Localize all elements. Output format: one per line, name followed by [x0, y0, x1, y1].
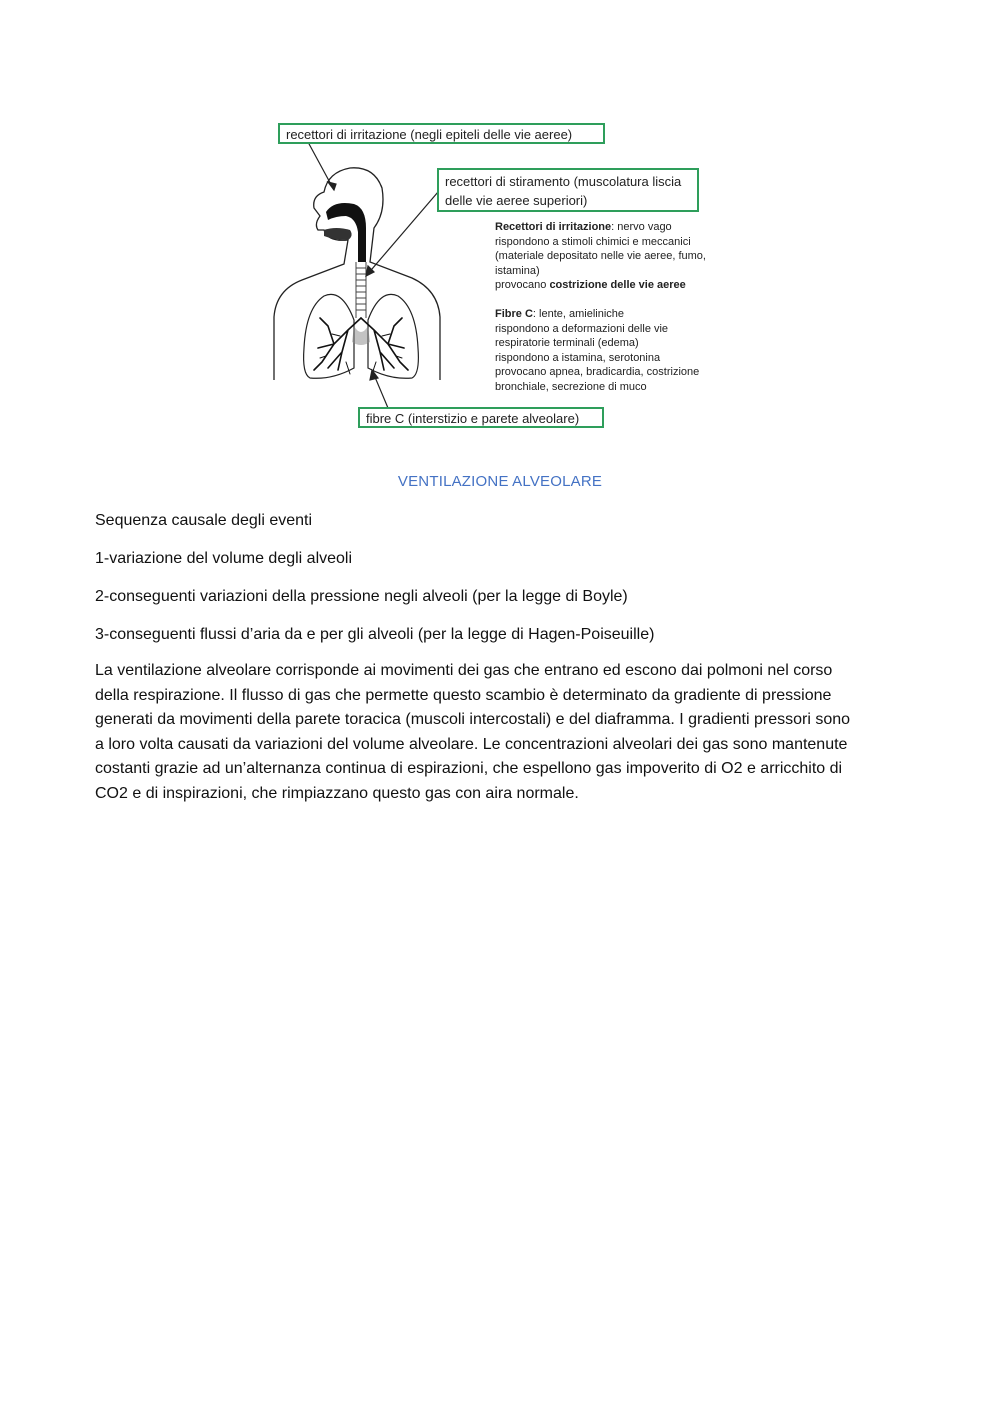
bronchial-tree — [314, 318, 408, 374]
irritation-description-effect — [495, 278, 740, 293]
irritation-receptor-label-box — [278, 123, 605, 144]
fibre-description-line: rispondono a istamina, serotonina — [495, 351, 661, 364]
irritation-effect-bold: costrizione delle vie aeree — [549, 279, 686, 292]
paragraph-line: generati da movimenti della parete toracica (muscoli intercostali) e del diaframma. I gradienti pressori sono — [95, 711, 851, 729]
irritation-description-line: istamina) — [495, 264, 540, 277]
irritation-description-title — [495, 220, 740, 235]
stretch-receptor-label-line1: recettori di stiramento (muscolatura liscia — [445, 174, 682, 189]
irritation-effect-prefix: provocano — [495, 279, 550, 292]
irritation-receptor-label: recettori di irritazione (negli epiteli delle vie aeree) — [286, 127, 573, 142]
fibre-c-label: fibre C (interstizio e parete alveolare) — [366, 411, 580, 426]
receptor-description — [495, 220, 740, 395]
fibre-description-line: provocano apnea, bradicardia, costrizione — [495, 366, 700, 379]
sequence-step: 3-conseguenti flussi d’aria da e per gli alveoli (per la legge di Hagen-Poiseuille) — [95, 626, 655, 643]
paragraph-line: La ventilazione alveolare corrisponde ai movimenti dei gas che entrano ed escono dai polmoni nel corso — [95, 662, 833, 679]
oral-cavity — [324, 228, 352, 240]
respiratory-receptors-figure — [262, 112, 740, 456]
body-paragraph — [95, 659, 905, 807]
fibre-c-label-box — [358, 407, 604, 428]
fibre-description-line: respiratorie terminali (edema) — [495, 337, 639, 350]
irritation-description-line: (materiale depositato nelle vie aeree, fumo, — [495, 250, 706, 263]
trachea — [356, 262, 366, 318]
sequence-step: 1-variazione del volume degli alveoli — [95, 550, 353, 567]
fibre-title-bold: Fibre C — [495, 307, 533, 320]
paragraph-line: a loro volta causati da variazioni del volume alveolare. Le concentrazioni alveolari dei gas sono mantenute — [95, 735, 848, 753]
fibre-description-line: rispondono a deformazioni delle vie — [495, 322, 669, 335]
stretch-receptor-label-line2: delle vie aeree superiori) — [445, 193, 588, 208]
irritation-title-rest: : nervo vago — [611, 221, 672, 233]
hilum-shading — [352, 326, 370, 345]
sequence-step: 2-conseguenti variazioni della pressione negli alveoli (per la legge di Boyle) — [95, 588, 628, 605]
paragraph-line: CO2 e di inspirazioni, che rimpiazzano questo gas con aira normale. — [95, 784, 579, 802]
fibre-title-rest: : lente, amieliniche — [532, 307, 625, 320]
fibre-description-title — [495, 307, 740, 322]
paragraph-line: della respirazione. Il flusso di gas che permette questo scambio è determinato da gradiente di pressione — [95, 686, 832, 704]
stretch-receptor-label-box — [437, 168, 699, 212]
irritation-description-line: rispondono a stimoli chimici e meccanici — [495, 235, 691, 248]
section-title: VENTILAZIONE ALVEOLARE — [397, 473, 603, 490]
sequence-heading: Sequenza causale degli eventi — [95, 512, 313, 529]
fibre-description-line: bronchiale, secrezione di muco — [495, 380, 647, 393]
irritation-title-bold: Recettori di irritazione — [495, 221, 612, 233]
paragraph-line: costanti grazie ad un’alternanza continua di espirazioni, che espellono gas impoverito di O2 e arricchito di — [95, 760, 843, 778]
